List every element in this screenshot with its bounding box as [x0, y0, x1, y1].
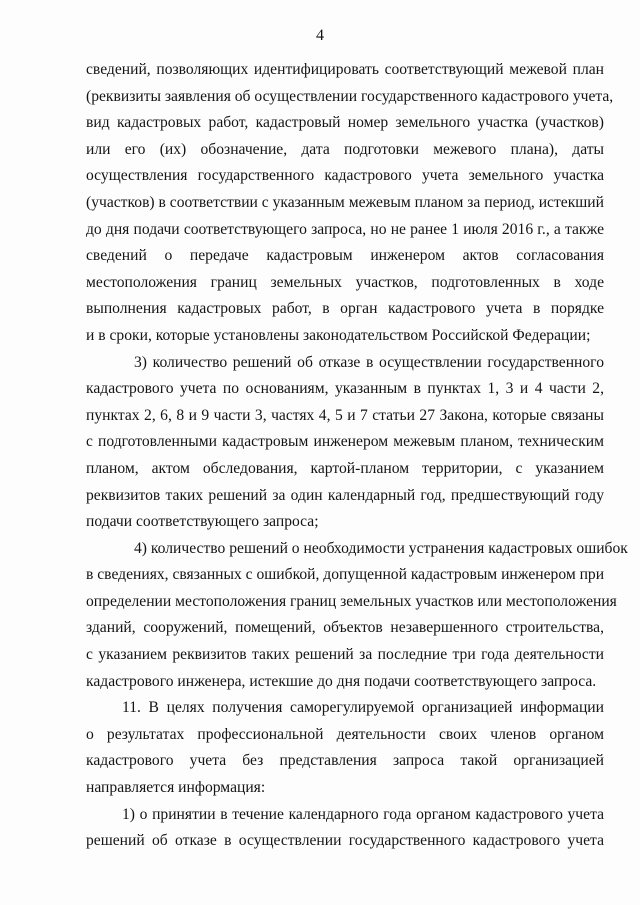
text-line: определении местоположения границ земельных участков или местоположения [86, 592, 617, 610]
list-item-3: 3) количество решений об отказе в осуществлении государственного [134, 353, 604, 371]
text-line: до дня подачи соответствующего запроса, но не ранее 1 июля 2016 г., а также [86, 220, 604, 238]
list-item-1: 1) о принятии в течение календарного года органом кадастрового учета [122, 805, 604, 823]
text-line: (участков) в соответствии с указанным межевым планом за период, истекший [86, 193, 604, 211]
text-line: сведений, позволяющих идентифицировать соответствующий межевой план [86, 61, 604, 78]
text-line: подачи соответствующего запроса; [86, 513, 319, 531]
text-line: и в сроки, которые установлены законодательством Российской Федерации; [86, 326, 591, 344]
text-line: планом, актом обследования, картой-планом территории, с указанием [86, 459, 604, 477]
page-number: 4 [316, 27, 324, 44]
text-line: с указанием реквизитов таких решений за последние три года деятельности [86, 646, 604, 664]
text-line: сведений о передаче кадастровым инженером актов согласования [86, 247, 604, 265]
text-line: в сведениях, связанных с ошибкой, допущенной кадастровым инженером при [86, 566, 605, 584]
text-line: выполнения кадастровых работ, в орган кадастрового учета в порядке [86, 300, 604, 318]
text-line: решений об отказе в осуществлении государственного кадастрового учета [86, 832, 604, 850]
text-line: о результатах профессиональной деятельности своих членов органом [86, 725, 604, 743]
text-line: кадастрового учета по основаниям, указанным в пунктах 1, 3 и 4 части 2, [86, 380, 604, 398]
list-item-4: 4) количество решений о необходимости устранения кадастровых ошибок [134, 539, 628, 557]
text-line: кадастрового инженера, истекшие до дня подачи соответствующего запроса. [86, 672, 597, 690]
text-line: (реквизиты заявления об осуществлении государственного кадастрового учета, [86, 87, 614, 105]
text-line: осуществления государственного кадастрового учета земельного участка [86, 167, 604, 185]
text-line: зданий, сооружений, помещений, объектов незавершенного строительства, [86, 619, 604, 637]
text-line: пунктах 2, 6, 8 и 9 части 3, частях 4, 5 и 7 статьи 27 Закона, которые связаны [86, 406, 604, 424]
text-line: направляется информация: [86, 779, 266, 797]
text-line: с подготовленными кадастровым инженером межевым планом, техническим [86, 433, 604, 451]
text-line: реквизитов таких решений за один календарный год, предшествующий году [86, 486, 604, 504]
document-body [86, 57, 628, 855]
text-line: вид кадастровых работ, кадастровый номер земельного участка (участков) [86, 114, 604, 132]
text-line: местоположения границ земельных участков, подготовленных в ходе [86, 273, 604, 291]
text-line: кадастрового учета без представления запроса такой организацией [86, 752, 604, 770]
section-11-start: 11. В целях получения саморегулируемой организацией информации [122, 699, 604, 717]
text-line: или его (их) обозначение, дата подготовки межевого плана), даты [86, 140, 604, 158]
